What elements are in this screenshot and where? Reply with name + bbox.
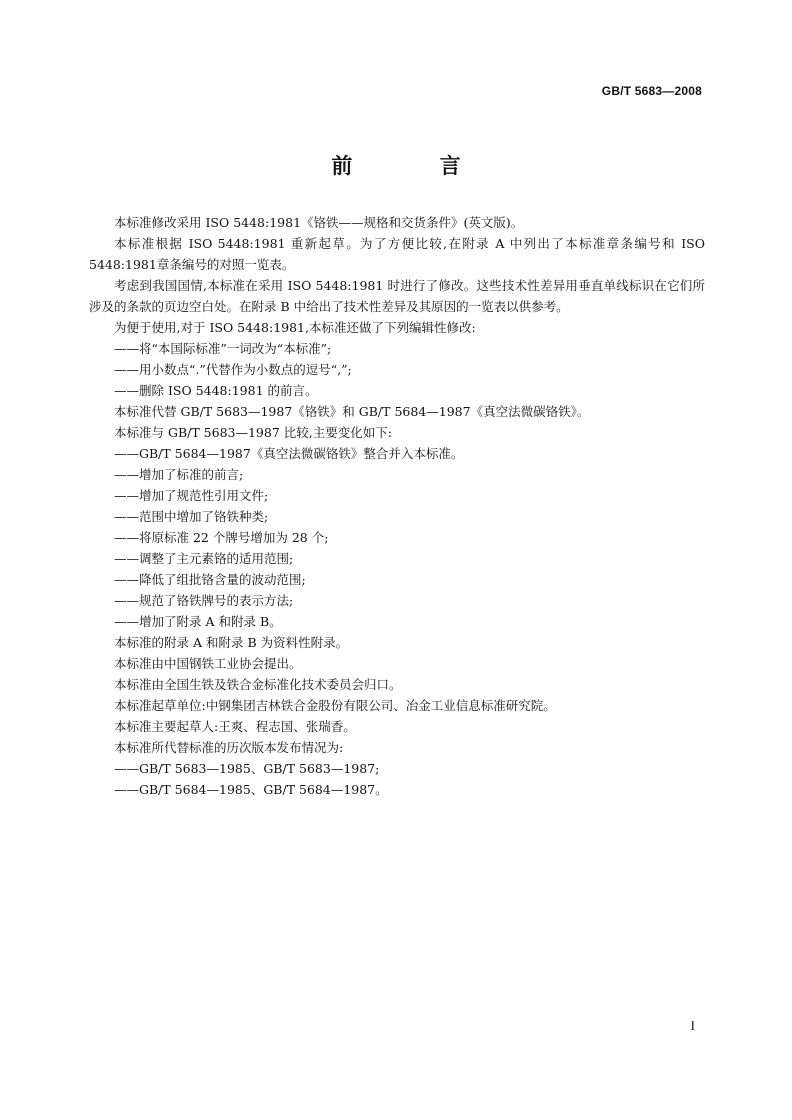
- list-item: ——删除 ISO 5448:1981 的前言。: [114, 383, 318, 398]
- list-item: ——规范了铬铁牌号的表示方法;: [114, 593, 294, 608]
- list-item: ——GB/T 5684—1987《真空法微碳铬铁》整合并入本标准。: [114, 446, 464, 461]
- paragraph: 本标准由中国钢铁工业协会提出。: [114, 656, 302, 671]
- paragraph: 本标准的附录 A 和附录 B 为资料性附录。: [114, 635, 349, 650]
- list-item: ——将原标准 22 个牌号增加为 28 个;: [114, 530, 329, 545]
- list-item: ——降低了组批铬含量的波动范围;: [114, 572, 306, 587]
- page-title: 前 言: [331, 154, 501, 178]
- paragraph: 本标准起草单位:中钢集团吉林铁合金股份有限公司、冶金工业信息标准研究院。: [114, 698, 556, 713]
- paragraph: 考虑到我国国情,本标准在采用 ISO 5448:1981 时进行了修改。这些技术性差异用垂直单线标识在它们所涉及的条款的页边空白处。在附录 B 中给出了技术性差异及其原因的一览表以供参考。: [89, 278, 705, 314]
- standard-code: GB/T 5683—2008: [601, 84, 702, 98]
- paragraph: 本标准根据 ISO 5448:1981 重新起草。为了方便比较,在附录 A 中列出了本标准章条编号和 ISO 5448:1981章条编号的对照一览表。: [89, 236, 705, 272]
- page-number: I: [690, 1018, 695, 1033]
- foreword-body: [89, 212, 705, 800]
- list-item: ——将“本国际标准”一词改为“本标准”;: [114, 341, 332, 356]
- paragraph: 本标准代替 GB/T 5683—1987《铬铁》和 GB/T 5684—1987《真空法微碳铬铁》。: [114, 404, 590, 419]
- list-item: ——用小数点“.”代替作为小数点的逗号“,”;: [114, 362, 352, 377]
- list-item: ——增加了标准的前言;: [114, 467, 244, 482]
- list-item: ——GB/T 5684—1985、GB/T 5684—1987。: [114, 782, 388, 797]
- paragraph: 本标准修改采用 ISO 5448:1981《铬铁——规格和交货条件》(英文版)。: [114, 215, 524, 230]
- list-item: ——调整了主元素铬的适用范围;: [114, 551, 294, 566]
- list-item: ——增加了规范性引用文件;: [114, 488, 269, 503]
- paragraph: 本标准所代替标准的历次版本发布情况为:: [114, 740, 344, 755]
- paragraph: 本标准与 GB/T 5683—1987 比较,主要变化如下:: [114, 425, 392, 440]
- paragraph: 本标准由全国生铁及铁合金标准化技术委员会归口。: [114, 677, 402, 692]
- list-item: ——增加了附录 A 和附录 B。: [114, 614, 282, 629]
- paragraph: 本标准主要起草人:王爽、程志国、张瑞香。: [114, 719, 356, 734]
- paragraph: 为便于使用,对于 ISO 5448:1981,本标准还做了下列编辑性修改:: [114, 320, 476, 335]
- list-item: ——范围中增加了铬铁种类;: [114, 509, 269, 524]
- list-item: ——GB/T 5683—1985、GB/T 5683—1987;: [114, 761, 380, 776]
